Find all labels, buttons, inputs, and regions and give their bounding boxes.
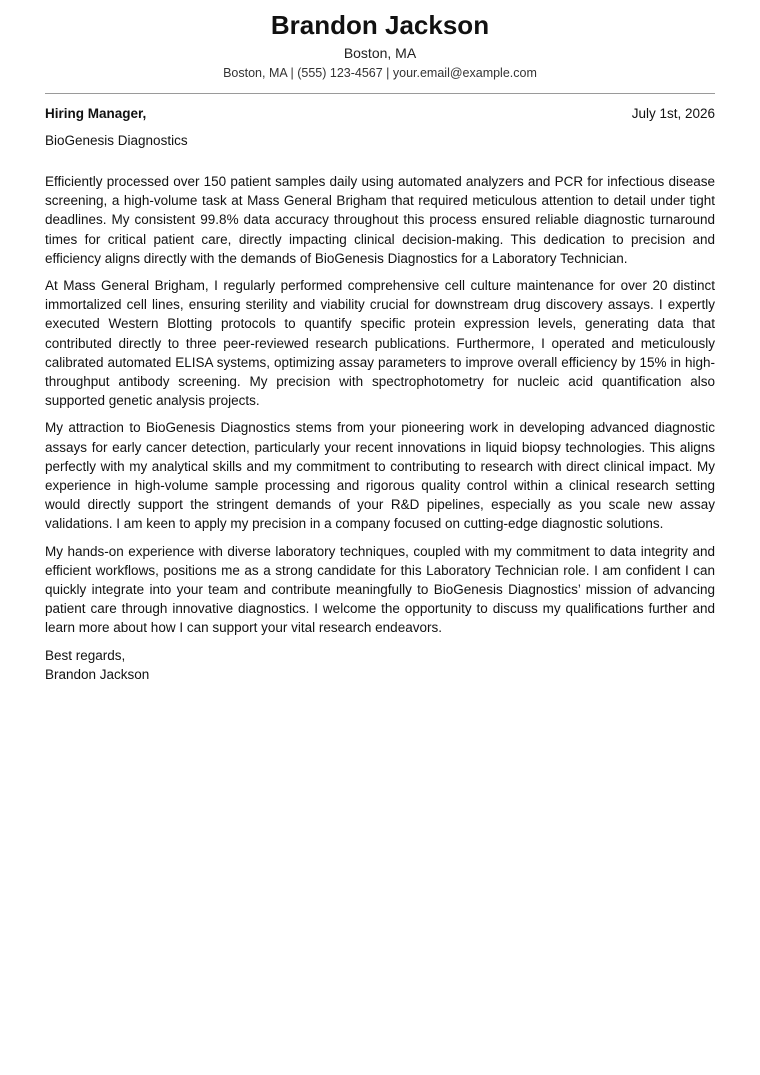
body-paragraph: At Mass General Brigham, I regularly performed comprehensive cell culture maintenance for over 20 distinct immortalized cell lines, ensuring sterility and viability crucial for downstream drug discovery assays. I expertly executed Western Blotting protocols to quantify specific protein expression levels, generating data that contributed directly to three peer-reviewed research publications. Furthermore, I operated and meticulously calibrated automated ELISA systems, optimizing assay parameters to improve overall efficiency by 15% in high-throughput antibody screening. My precision with spectrophotometry for nucleic acid quantification also supported genetic analysis projects. xyxy=(45,278,715,409)
signature: Brandon Jackson xyxy=(45,666,150,682)
contact-line: Boston, MA | (555) 123-4567 | your.email@example.com xyxy=(223,66,537,80)
letter-date: July 1st, 2026 xyxy=(631,106,715,121)
applicant-name: Brandon Jackson xyxy=(270,10,490,40)
closing: Best regards, xyxy=(45,647,126,663)
body-paragraph: My hands-on experience with diverse laboratory techniques, coupled with my commitment to data integrity and efficient workflows, positions me as a strong candidate for this Laboratory Technician role. I am confident I can quickly integrate into your team and contribute meaningfully to BioGenesis Diagnostics’ mission of advancing patient care through innovative diagnostics. I welcome the opportunity to discuss my qualifications further and learn more about how I can support your vital research endeavors. xyxy=(45,543,715,636)
body-paragraph: My attraction to BioGenesis Diagnostics stems from your pioneering work in developing advanced diagnostic assays for early cancer detection, particularly your recent innovations in liquid biopsy technologies. This aligns perfectly with my analytical skills and my commitment to contributing to research with direct clinical impact. My experience in high-volume sample processing and rigorous quality control within a clinical research setting would directly support the stringent demands of your R&D pipelines, especially as you scale new assay validations. I am keen to apply my precision in a company focused on cutting-edge diagnostic solutions. xyxy=(45,420,715,532)
header-divider xyxy=(45,93,715,94)
applicant-location: Boston, MA xyxy=(343,45,417,61)
body-paragraph: Efficiently processed over 150 patient samples daily using automated analyzers and PCR for infectious disease screening, a high-volume task at Mass General Brigham that required meticulous attention to detail under tight deadlines. My consistent 99.8% data accuracy throughout this process ensured reliable diagnostic turnaround times for critical patient care, directly impacting clinical decision-making. This dedication to precision and efficiency aligns directly with the demands of BioGenesis Diagnostics for a Laboratory Technician. xyxy=(45,174,715,266)
salutation: Hiring Manager, xyxy=(45,106,147,121)
recipient-company: BioGenesis Diagnostics xyxy=(45,133,188,148)
letter-body xyxy=(45,172,715,684)
